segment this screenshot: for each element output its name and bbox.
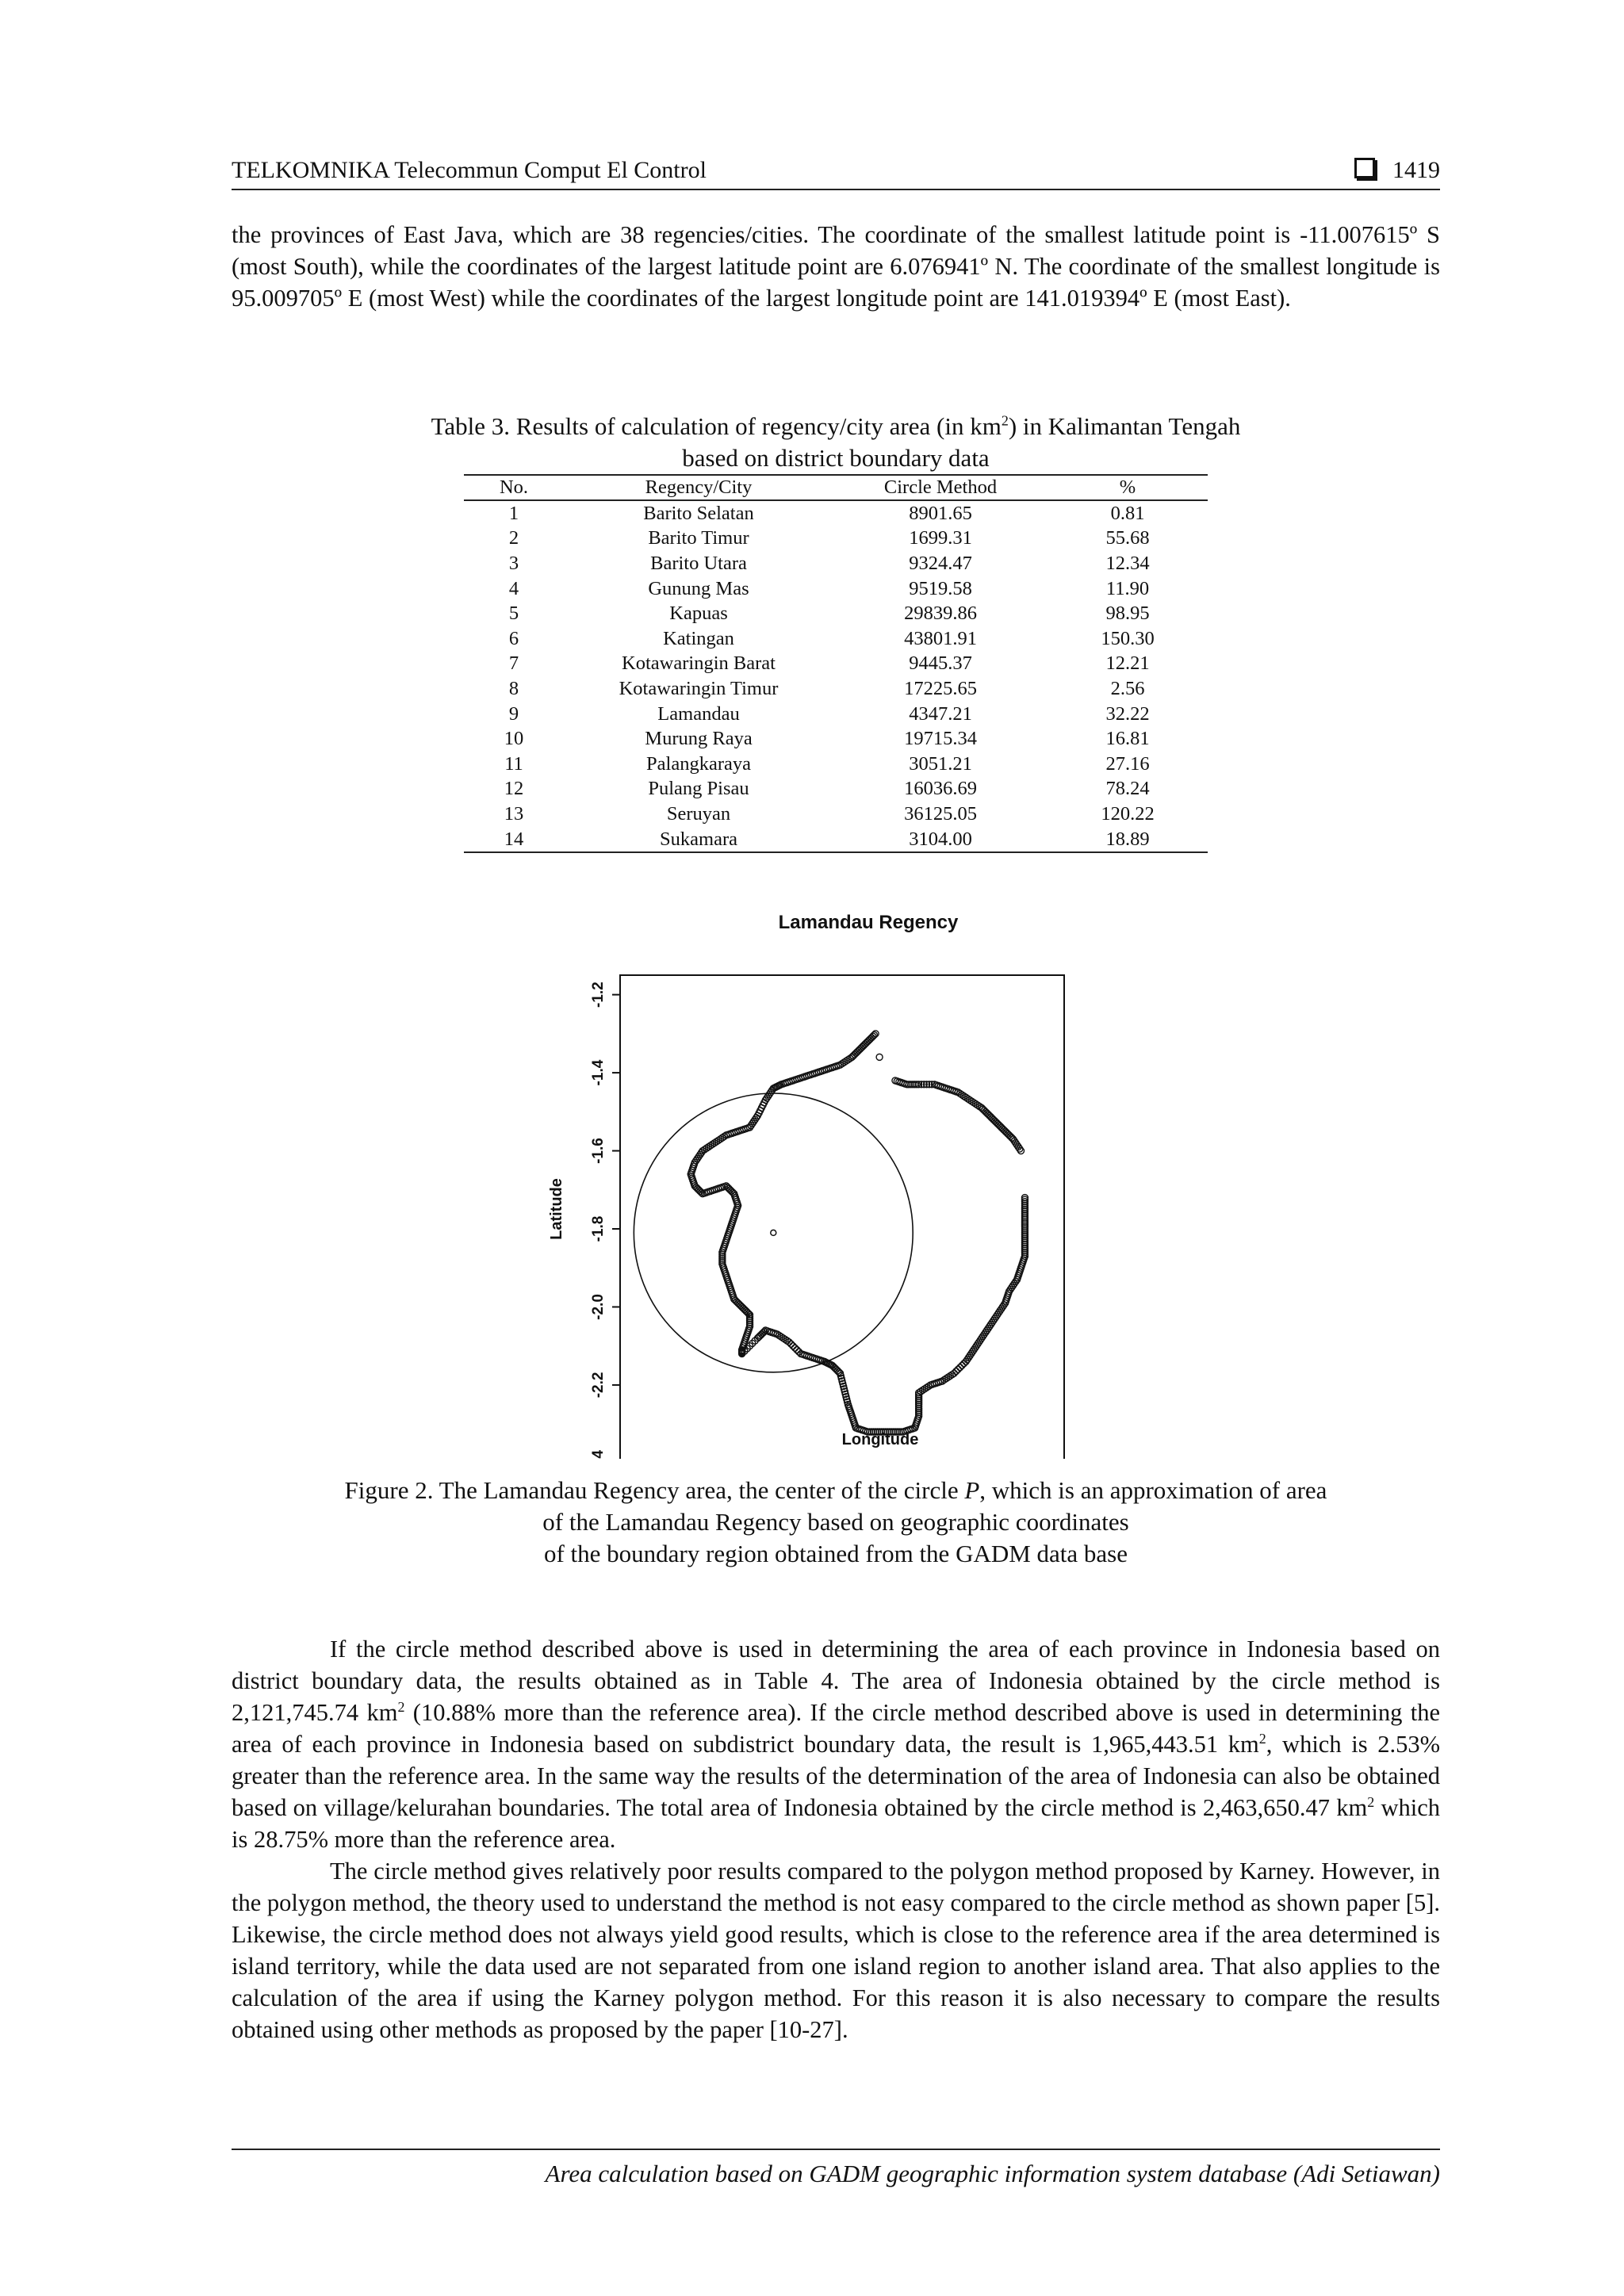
cell-no: 8 <box>508 677 519 699</box>
cell-circle-method: 9519.58 <box>909 577 972 599</box>
cell-percent: 150.30 <box>1101 627 1155 649</box>
cell-no: 11 <box>504 752 523 775</box>
table-header-row <box>464 475 1208 500</box>
cell-regency: Lamandau <box>657 702 740 725</box>
x-axis-label: Longitude <box>841 1431 919 1448</box>
cell-percent: 11.90 <box>1105 577 1150 599</box>
cell-regency: Barito Selatan <box>643 502 754 524</box>
cell-regency: Kapuas <box>669 603 728 625</box>
cell-percent: 32.22 <box>1105 702 1150 725</box>
cell-regency: Pulang Pisau <box>648 778 749 800</box>
cell-percent: 55.68 <box>1105 527 1150 549</box>
cell-percent: 120.22 <box>1101 802 1155 825</box>
cell-percent: 2.56 <box>1110 677 1145 699</box>
cell-percent: 12.21 <box>1105 652 1150 675</box>
table-row <box>464 551 1208 576</box>
cell-percent: 27.16 <box>1105 752 1150 775</box>
table-row <box>464 752 1208 777</box>
cell-circle-method: 1699.31 <box>909 527 972 549</box>
cell-circle-method: 43801.91 <box>904 627 977 649</box>
cell-regency: Palangkaraya <box>646 752 751 775</box>
table-row <box>464 652 1208 677</box>
cell-regency: Kotawaringin Timur <box>619 677 779 699</box>
figure-caption-line-3: of the boundary region obtained from the GADM data base <box>543 1540 1128 1567</box>
table-row <box>464 676 1208 702</box>
cell-no: 12 <box>504 778 524 800</box>
paragraph-2: If the circle method described above is used in determining the area of each province in Indonesia based on district boundary data, the results obtained as in Table 4. The area of Indonesia obtained by the circle method is 2,121,745.74 $km^2$ (10.88% more than the reference area). If the circle method described above is used in determining the area of each province in Indonesia based on subdistrict boundary data, the result is 1,965,443.51 $km^2$, which is 2.53% greater than the reference area. In the same way the results of the determination of the area of Indonesia can also be obtained based on village/kelurahan boundaries. The total area of Indonesia obtained by the circle method is 2,463,650.47 $km^2$ which is 28.75% more than the reference area. <box>232 1636 1440 1853</box>
table-row <box>464 726 1208 752</box>
cell-circle-method: 16036.69 <box>904 778 977 800</box>
cell-circle-method: 29839.86 <box>904 603 977 625</box>
table-3 <box>464 474 1208 853</box>
page-number <box>1354 157 1440 184</box>
running-footer: Area calculation based on GADM geographic information system database (Adi Setiawan) <box>232 2149 1440 2188</box>
cell-no: 13 <box>504 802 524 825</box>
cell-percent: 0.81 <box>1110 502 1145 524</box>
y-tick-label: -2.2 <box>590 1372 607 1399</box>
cell-regency: Kotawaringin Barat <box>622 652 776 675</box>
table-row <box>464 802 1208 827</box>
cell-circle-method: 8901.65 <box>909 502 972 524</box>
table-caption-line-2: based on district boundary data <box>682 444 990 472</box>
col-header-percent: % <box>1048 475 1208 500</box>
cell-circle-method: 3104.00 <box>833 827 1048 853</box>
cell-percent: 98.95 <box>1105 603 1150 625</box>
cell-circle-method: 3051.21 <box>909 752 972 775</box>
journal-title: TELKOMNIKA Telecommun Comput El Control <box>232 157 707 183</box>
cell-regency: Barito Utara <box>650 552 747 574</box>
cell-no: 3 <box>508 552 519 574</box>
table-row <box>464 702 1208 727</box>
cell-circle-method: 36125.05 <box>904 802 977 825</box>
boundary-points <box>688 1031 1028 1435</box>
table-body <box>464 500 1208 852</box>
cell-circle-method: 17225.65 <box>904 677 977 699</box>
cell-percent: 18.89 <box>1048 827 1208 853</box>
running-header <box>232 154 1440 190</box>
paragraph-1: the provinces of East Java, which are 38 regencies/cities. The coordinate of the smallest latitude point is -11.007615º S (most South), while the coordinates of the largest latitude point are 6.076941º N. The coordinate of the smallest longitude is 95.009705º E (most West) while the coordinates of the largest longitude point are 141.019394º E (most East). <box>232 221 1440 312</box>
cell-circle-method: 19715.34 <box>904 728 977 750</box>
cell-circle-method: 9324.47 <box>909 552 972 574</box>
circle-center-p <box>771 1230 776 1235</box>
square-bullet-icon <box>1354 158 1375 178</box>
table-row <box>464 500 1208 526</box>
cell-regency: Seruyan <box>666 802 731 825</box>
table-row <box>464 626 1208 652</box>
col-header-regency: Regency/City <box>564 475 833 500</box>
chart-title: Lamandau Regency <box>778 912 959 933</box>
cell-percent: 12.34 <box>1105 552 1150 574</box>
cell-regency: Barito Timur <box>648 527 749 549</box>
cell-regency: Gunung Mas <box>648 577 749 599</box>
cell-no: 9 <box>508 702 519 725</box>
y-axis <box>590 982 620 1459</box>
table-row <box>464 777 1208 802</box>
cell-no: 10 <box>504 728 524 750</box>
table-caption-line-1: Table 3. Results of calculation of regency/city area (in $km^2$) in Kalimantan Tengah <box>431 412 1241 440</box>
figure-2-caption <box>232 1475 1440 1570</box>
figure-caption-line-2: of the Lamandau Regency based on geographic coordinates <box>542 1508 1129 1536</box>
col-header-circle-method: Circle Method <box>833 475 1048 500</box>
cell-regency: Murung Raya <box>645 728 753 750</box>
cell-no: 5 <box>508 603 519 625</box>
cell-no: 14 <box>464 827 564 853</box>
y-tick-label: -1.4 <box>590 1059 607 1086</box>
boundary-point <box>876 1054 883 1060</box>
figure-caption-line-1: Figure 2. The Lamandau Regency area, the center of the circle P, which is an approximation of area <box>344 1476 1327 1504</box>
table-row <box>464 576 1208 602</box>
cell-no: 1 <box>508 502 519 524</box>
body-text-block <box>232 1633 1440 2045</box>
y-tick-label: -1.6 <box>590 1138 607 1164</box>
cell-no: 2 <box>508 527 519 549</box>
y-tick-label: -2.0 <box>590 1294 607 1320</box>
y-axis-label: Latitude <box>548 1178 565 1240</box>
cell-regency: Katingan <box>663 627 734 649</box>
page-number-text: 1419 <box>1392 157 1440 183</box>
y-tick-label <box>590 1450 607 1459</box>
cell-percent: 78.24 <box>1105 778 1150 800</box>
lamandau-scatter-chart <box>547 904 1071 1459</box>
cell-circle-method: 4347.21 <box>909 702 972 725</box>
table-row <box>464 601 1208 626</box>
y-tick-label: -1.2 <box>590 982 607 1008</box>
figure-2 <box>547 904 1071 1463</box>
cell-regency: Sukamara <box>564 827 833 853</box>
col-header-no: No. <box>464 475 564 500</box>
table-3-caption <box>232 411 1440 474</box>
cell-no: 6 <box>508 627 519 649</box>
paragraph-3: The circle method gives relatively poor results compared to the polygon method proposed by Karney. However, in the polygon method, the theory used to understand the method is not easy compared to the circle method as shown paper [5]. Likewise, the circle method does not always yield good results, which is close to the reference area if the area determined is island territory, while the data used are not separated from one island region to another island area. That also applies to the calculation of the area if using the Karney polygon method. For this reason it is also necessary to compare the results obtained using other methods as proposed by the paper [10-27]. <box>232 1858 1440 2043</box>
table-row <box>464 526 1208 552</box>
cell-no: 7 <box>508 652 519 675</box>
cell-circle-method: 9445.37 <box>909 652 972 675</box>
y-tick-label: -1.8 <box>590 1215 607 1242</box>
cell-percent: 16.81 <box>1105 728 1150 750</box>
table-row <box>464 827 1208 853</box>
cell-no: 4 <box>508 577 519 599</box>
